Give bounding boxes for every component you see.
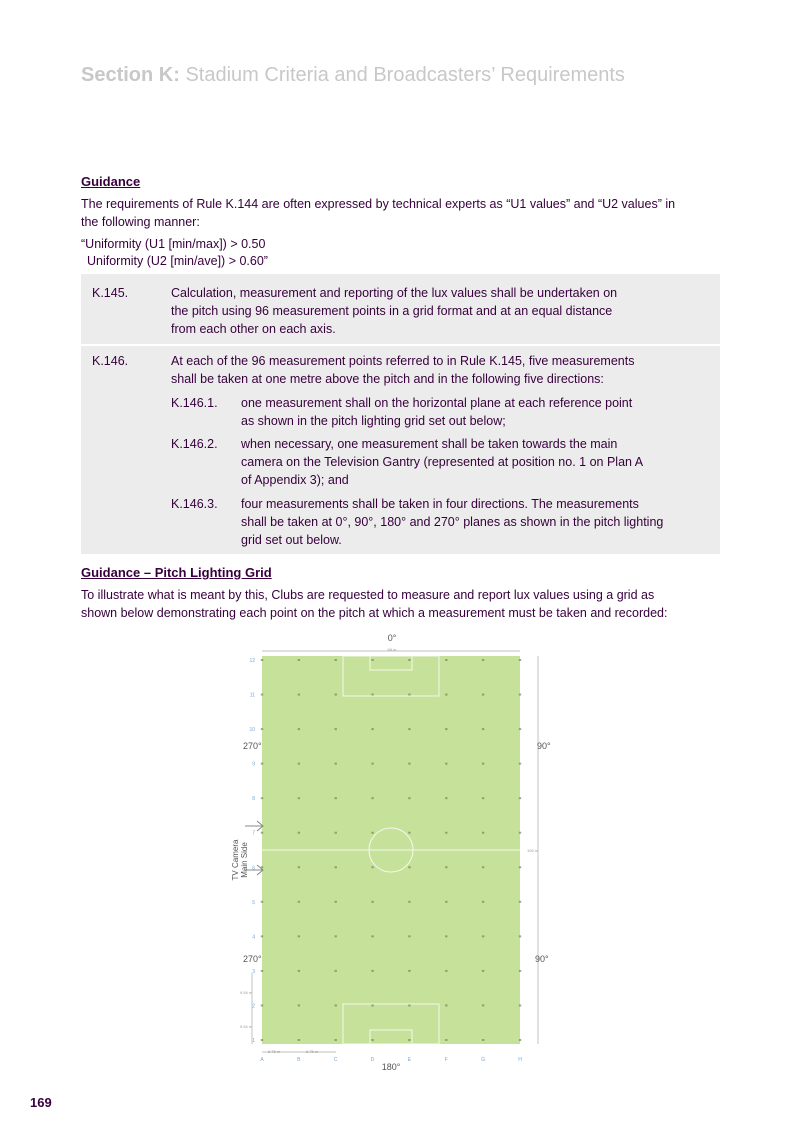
measurement-point xyxy=(482,728,484,730)
angle-left-bottom: 270° xyxy=(243,954,262,964)
spacing-x-label-1: 8.75 m xyxy=(268,1049,281,1054)
measurement-point xyxy=(445,832,447,834)
rule-k146-1-number: K.146.1. xyxy=(171,396,218,410)
measurement-point xyxy=(408,901,410,903)
angle-right-bottom: 90° xyxy=(535,954,549,964)
measurement-point xyxy=(482,763,484,765)
measurement-point xyxy=(371,901,373,903)
measurement-point xyxy=(519,659,521,661)
column-label: A xyxy=(260,1057,264,1063)
measurement-point xyxy=(371,1039,373,1041)
measurement-point xyxy=(298,832,300,834)
measurement-point xyxy=(482,797,484,799)
guidance-line-2: the following manner: xyxy=(81,215,200,229)
column-label: C xyxy=(333,1057,338,1063)
measurement-point xyxy=(298,694,300,696)
measurement-point xyxy=(408,832,410,834)
measurement-point xyxy=(261,728,263,730)
width-label: 68 m xyxy=(387,647,397,652)
camera-label-1: TV Camera xyxy=(231,839,240,881)
measurement-point xyxy=(261,1039,263,1041)
page-number: 169 xyxy=(30,1095,52,1110)
section-name: Stadium Criteria and Broadcasters’ Requirements xyxy=(185,64,625,86)
length-label: 105 m xyxy=(527,848,539,853)
rule-k146-2-number: K.146.2. xyxy=(171,437,218,451)
guidance-heading: Guidance xyxy=(81,174,141,189)
measurement-point xyxy=(335,659,337,661)
measurement-point xyxy=(261,935,263,937)
row-label: 6 xyxy=(252,865,255,872)
measurement-point xyxy=(519,1039,521,1041)
measurement-point xyxy=(445,728,447,730)
row-label: 7 xyxy=(252,830,255,837)
measurement-point xyxy=(482,694,484,696)
measurement-point xyxy=(371,832,373,834)
measurement-point xyxy=(445,1039,447,1041)
measurement-point xyxy=(445,866,447,868)
measurement-point xyxy=(445,797,447,799)
measurement-point xyxy=(371,659,373,661)
grid-guidance-heading: Guidance – Pitch Lighting Grid xyxy=(81,565,272,580)
measurement-point xyxy=(408,1004,410,1006)
column-label: E xyxy=(407,1057,412,1063)
measurement-point xyxy=(335,694,337,696)
measurement-point xyxy=(371,866,373,868)
measurement-point xyxy=(482,970,484,972)
angle-top: 0° xyxy=(387,633,397,643)
measurement-point xyxy=(371,970,373,972)
spacing-x-label-2: 8.75 m xyxy=(306,1049,319,1054)
row-label: 8 xyxy=(252,796,255,803)
measurement-point xyxy=(445,1004,447,1006)
measurement-point xyxy=(482,901,484,903)
measurement-point xyxy=(408,935,410,937)
measurement-point xyxy=(298,728,300,730)
measurement-point xyxy=(482,1039,484,1041)
measurement-point xyxy=(298,866,300,868)
measurement-point xyxy=(298,901,300,903)
measurement-point xyxy=(371,1004,373,1006)
camera-label-2: Main Side xyxy=(240,842,249,878)
rule-k146-line-1: At each of the 96 measurement points referred to in Rule K.145, five measurements xyxy=(171,354,635,368)
measurement-point xyxy=(335,1039,337,1041)
rule-k146-3-line-2: shall be taken at 0°, 90°, 180° and 270° planes as shown in the pitch lighting xyxy=(241,515,664,529)
rule-k146-number: K.146. xyxy=(92,354,129,368)
measurement-point xyxy=(445,659,447,661)
measurement-point xyxy=(445,970,447,972)
column-label: D xyxy=(370,1057,375,1063)
measurement-point xyxy=(335,763,337,765)
angle-right-top: 90° xyxy=(537,741,551,751)
measurement-point xyxy=(519,797,521,799)
measurement-point xyxy=(445,935,447,937)
row-label: 11 xyxy=(249,692,255,699)
column-label: H xyxy=(518,1057,522,1063)
row-label: 9 xyxy=(252,761,255,768)
measurement-point xyxy=(371,728,373,730)
measurement-point xyxy=(519,970,521,972)
measurement-point xyxy=(519,1004,521,1006)
row-label: 4 xyxy=(252,934,255,941)
measurement-point xyxy=(482,866,484,868)
rule-k146-2-line-2: camera on the Television Gantry (represented at position no. 1 on Plan A xyxy=(241,455,644,469)
measurement-point xyxy=(371,935,373,937)
measurement-point xyxy=(335,901,337,903)
measurement-point xyxy=(261,659,263,661)
measurement-point xyxy=(261,1004,263,1006)
measurement-point xyxy=(408,659,410,661)
measurement-point xyxy=(298,1004,300,1006)
rule-k146-line-2: shall be taken at one metre above the pitch and in the following five directions: xyxy=(171,372,604,386)
measurement-point xyxy=(261,970,263,972)
rule-k145-line-1: Calculation, measurement and reporting of the lux values shall be undertaken on xyxy=(171,286,618,300)
measurement-point xyxy=(298,935,300,937)
guidance-formula-2: Uniformity (U2 [min/ave]) > 0.60” xyxy=(87,254,268,268)
measurement-point xyxy=(335,1004,337,1006)
measurement-point xyxy=(408,1039,410,1041)
measurement-point xyxy=(298,659,300,661)
guidance-formula-1: “Uniformity (U1 [min/max]) > 0.50 xyxy=(81,237,266,251)
row-label: 12 xyxy=(249,658,255,664)
measurement-point xyxy=(482,659,484,661)
measurement-point xyxy=(298,970,300,972)
measurement-point xyxy=(335,728,337,730)
rule-k146-2-line-3: of Appendix 3); and xyxy=(241,473,349,487)
column-label: B xyxy=(297,1057,301,1063)
guidance-line-1: The requirements of Rule K.144 are often expressed by technical experts as “U1 values” and “U2 values” in xyxy=(81,197,676,211)
measurement-point xyxy=(445,763,447,765)
measurement-point xyxy=(335,866,337,868)
measurement-point xyxy=(408,728,410,730)
row-label: 10 xyxy=(249,727,255,734)
rule-k145-line-2: the pitch using 96 measurement points in a grid format and at an equal distance xyxy=(171,304,613,318)
measurement-point xyxy=(519,935,521,937)
measurement-point xyxy=(482,935,484,937)
measurement-point xyxy=(371,763,373,765)
measurement-point xyxy=(445,901,447,903)
measurement-point xyxy=(371,797,373,799)
column-label: G xyxy=(481,1057,486,1063)
measurement-point xyxy=(519,728,521,730)
angle-bottom: 180° xyxy=(381,1062,401,1072)
rule-k146-3-number: K.146.3. xyxy=(171,497,218,511)
rule-k145-number: K.145. xyxy=(92,286,129,300)
column-label: F xyxy=(444,1057,448,1063)
measurement-point xyxy=(298,763,300,765)
row-label: 5 xyxy=(252,899,255,906)
rule-k146-3-line-3: grid set out below. xyxy=(241,533,342,547)
measurement-point xyxy=(408,866,410,868)
measurement-point xyxy=(519,866,521,868)
measurement-point xyxy=(519,901,521,903)
measurement-point xyxy=(482,832,484,834)
grid-guidance-line-2: shown below demonstrating each point on the pitch at which a measurement must be taken and recorded: xyxy=(81,606,668,620)
measurement-point xyxy=(482,1004,484,1006)
rule-k146-2-line-1: when necessary, one measurement shall be taken towards the main xyxy=(241,437,618,451)
measurement-point xyxy=(371,694,373,696)
row-label: 2 xyxy=(252,1003,255,1010)
rule-k146-3-line-1: four measurements shall be taken in four directions. The measurements xyxy=(241,497,639,511)
row-label: 3 xyxy=(252,968,255,975)
rule-k146-1-line-1: one measurement shall on the horizontal plane at each reference point xyxy=(241,396,633,410)
angle-left-top: 270° xyxy=(243,741,262,751)
grid-guidance-line-1: To illustrate what is meant by this, Clubs are requested to measure and report lux values using a grid as xyxy=(81,588,655,602)
measurement-point xyxy=(261,763,263,765)
measurement-point xyxy=(408,970,410,972)
measurement-point xyxy=(298,797,300,799)
rule-k146-1-line-2: as shown in the pitch lighting grid set out below; xyxy=(241,414,506,428)
measurement-point xyxy=(335,935,337,937)
measurement-point xyxy=(335,970,337,972)
measurement-point xyxy=(408,797,410,799)
section-label: Section K: xyxy=(81,64,180,86)
measurement-point xyxy=(408,763,410,765)
measurement-point xyxy=(261,797,263,799)
row-label: 1 xyxy=(252,1038,255,1044)
spacing-y-label-2: 9.54 m xyxy=(240,1024,253,1029)
measurement-point xyxy=(519,763,521,765)
measurement-point xyxy=(261,901,263,903)
measurement-point xyxy=(445,694,447,696)
measurement-point xyxy=(261,694,263,696)
measurement-point xyxy=(408,694,410,696)
measurement-point xyxy=(261,832,263,834)
measurement-point xyxy=(335,797,337,799)
spacing-y-label-1: 9.54 m xyxy=(240,990,253,995)
rule-k145-line-3: from each other on each axis. xyxy=(171,322,336,336)
measurement-point xyxy=(298,1039,300,1041)
measurement-point xyxy=(335,832,337,834)
measurement-point xyxy=(519,832,521,834)
measurement-point xyxy=(519,694,521,696)
